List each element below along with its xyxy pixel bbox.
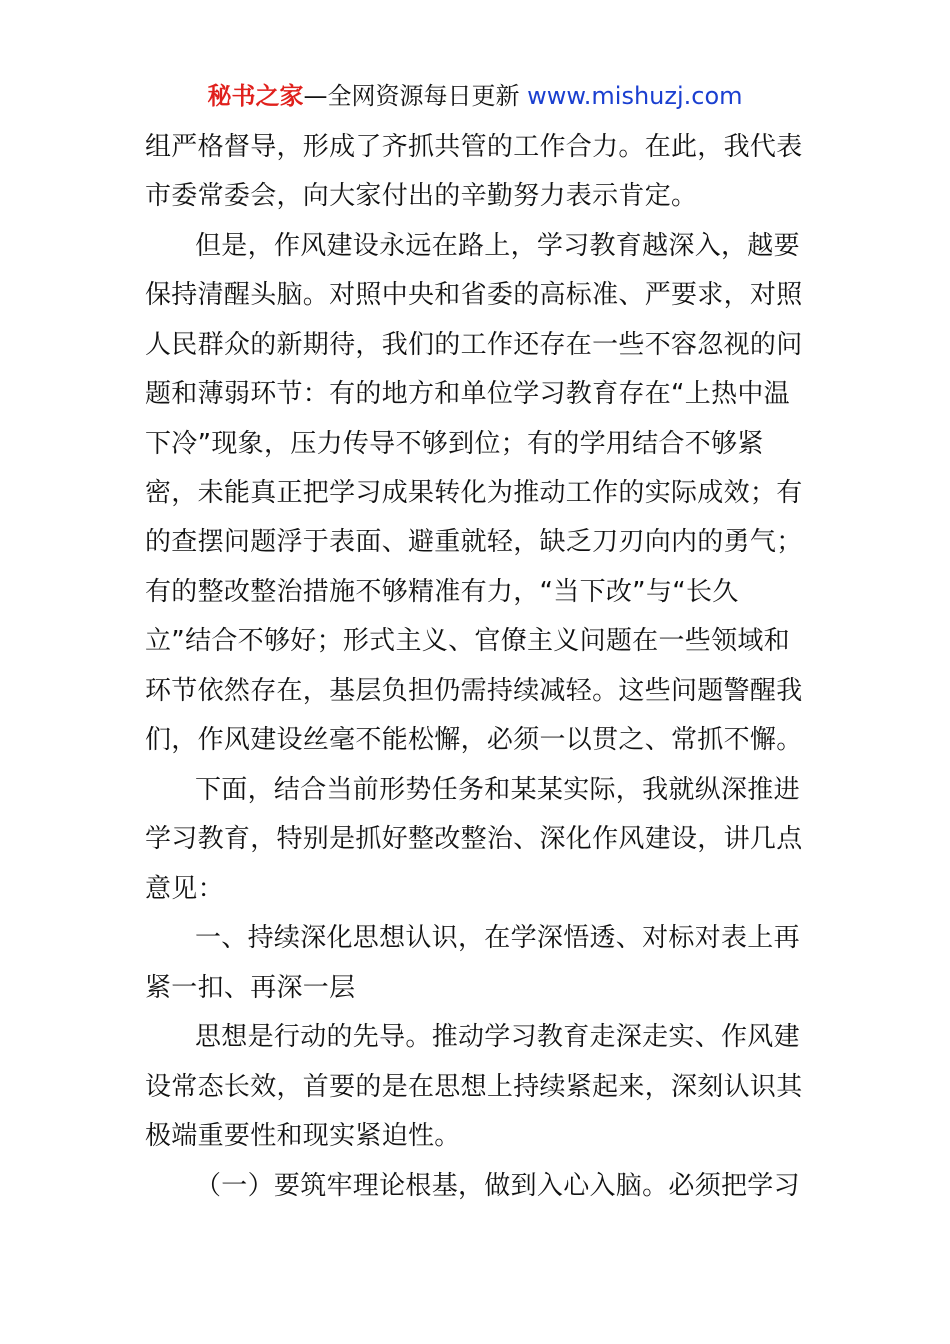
text-line: 密，未能真正把学习成果转化为推动工作的实际成效；有 [145,478,803,508]
text-line: 环节依然存在，基层负担仍需持续减轻。这些问题警醒我 [145,676,803,706]
text-line: 极端重要性和现实紧迫性。 [145,1121,461,1151]
text-line: 题和薄弱环节：有的地方和单位学习教育存在“上热中温 [145,379,790,409]
section-heading-line: 一、持续深化思想认识，在学深悟透、对标对表上再 [195,923,800,953]
paragraph-start-line: 但是，作风建设永远在路上，学习教育越深入，越要 [195,231,800,261]
site-url: www.mishuzj.com [527,82,743,110]
text-line: 市委常委会，向大家付出的辛勤努力表示肯定。 [145,181,698,211]
text-line: 保持清醒头脑。对照中央和省委的高标准、严要求，对照 [145,280,803,310]
text-line: 意见： [145,874,224,904]
paragraph-start-line: 下面，结合当前形势任务和某某实际，我就纵深推进 [195,775,800,805]
text-line: 立”结合不够好；形式主义、官僚主义问题在一些领域和 [145,626,790,656]
text-line: 学习教育，特别是抓好整改整治、深化作风建设，讲几点 [145,824,803,854]
section-heading-line: 紧一扣、再深一层 [145,973,356,1003]
text-line: 人民群众的新期待，我们的工作还存在一些不容忽视的问 [145,330,803,360]
text-line: 下冷”现象，压力传导不够到位；有的学用结合不够紧 [145,429,764,459]
paragraph-start-line: 思想是行动的先导。推动学习教育走深走实、作风建 [195,1022,800,1052]
site-brand: 秘书之家 [207,82,304,110]
site-tagline: —全网资源每日更新 [303,82,528,110]
text-line: 们，作风建设丝毫不能松懈，必须一以贯之、常抓不懈。 [145,725,803,755]
text-line: 的查摆问题浮于表面、避重就轻，缺乏刀刃向内的勇气； [145,527,803,557]
text-line: 组严格督导，形成了齐抓共管的工作合力。在此，我代表 [145,132,803,162]
text-line: 设常态长效，首要的是在思想上持续紧起来，深刻认识其 [145,1072,803,1102]
site-header [0,80,950,112]
subsection-start-line: （一）要筑牢理论根基，做到入心入脑。必须把学习 [195,1171,800,1201]
text-line: 有的整改整治措施不够精准有力，“当下改”与“长久 [145,577,739,607]
